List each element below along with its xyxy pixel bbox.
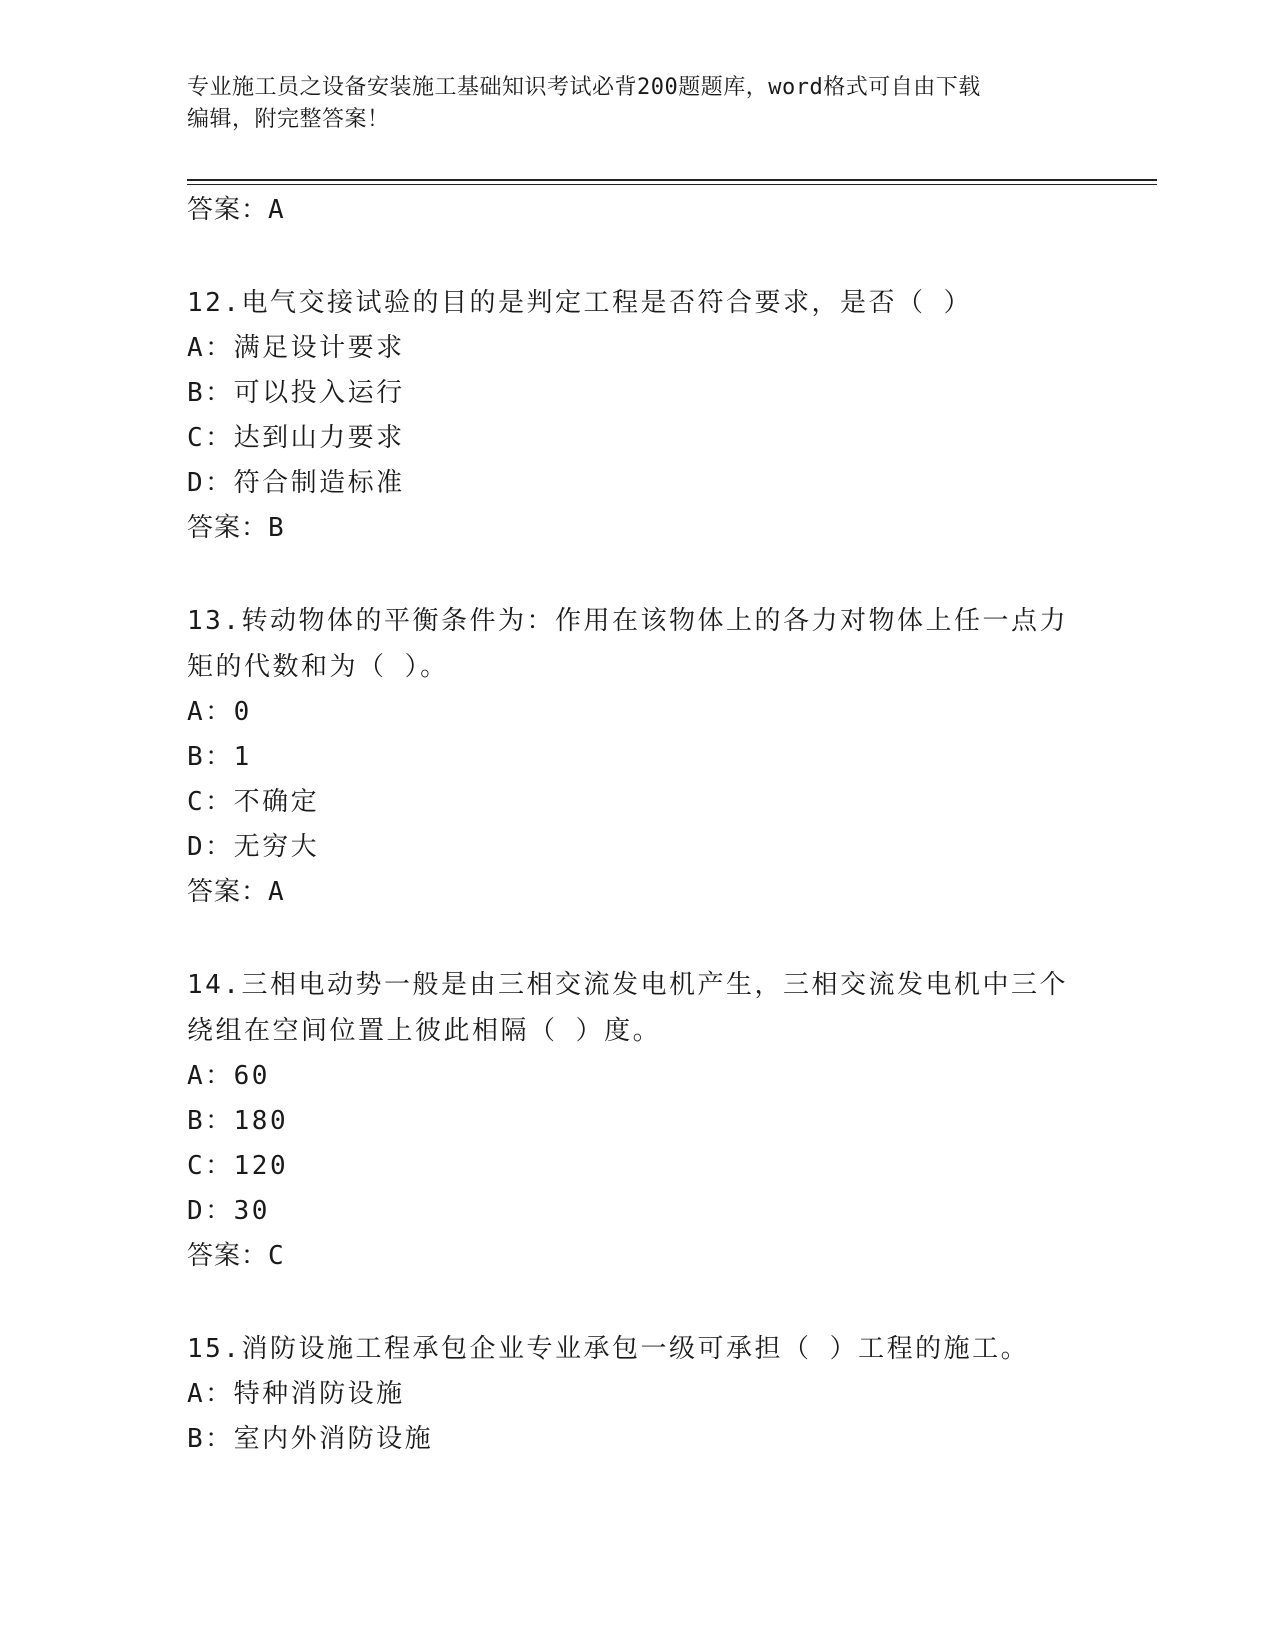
header-divider-thin — [187, 184, 1157, 185]
question-list — [187, 188, 1087, 1462]
question-stem-line-2: 矩的代数和为（ ）。 — [187, 652, 449, 682]
question-stem-line-2: 绕组在空间位置上彼此相隔（ ）度。 — [187, 1016, 662, 1046]
option-a: A：60 — [187, 1061, 270, 1091]
option-a: A：0 — [187, 697, 252, 727]
answer-line: 答案：A — [187, 195, 285, 225]
question-15 — [187, 1326, 1087, 1462]
option-a: A：特种消防设施 — [187, 1379, 405, 1409]
question-stem: 12.电气交接试验的目的是判定工程是否符合要求，是否（ ） — [187, 288, 973, 318]
option-b: B：1 — [187, 742, 252, 772]
header-title-line-1: 专业施工员之设备安装施工基础知识考试必背200题题库，word格式可自由下载 — [187, 75, 981, 100]
option-a: A：满足设计要求 — [187, 333, 405, 363]
question-stem-line-1: 14.三相电动势一般是由三相交流发电机产生，三相交流发电机中三个 — [187, 970, 1068, 1000]
question-stem-line-1: 13.转动物体的平衡条件为：作用在该物体上的各力对物体上任一点力 — [187, 606, 1068, 636]
option-c: C：达到山力要求 — [187, 423, 405, 453]
option-c: C：不确定 — [187, 787, 320, 817]
option-b: B：室内外消防设施 — [187, 1424, 434, 1454]
question-13 — [187, 598, 1087, 914]
question-12 — [187, 280, 1087, 550]
document-header — [187, 72, 1087, 136]
option-b: B：可以投入运行 — [187, 378, 405, 408]
option-d: D：30 — [187, 1196, 270, 1226]
header-divider-thick — [187, 179, 1157, 181]
option-b: B：180 — [187, 1106, 289, 1136]
option-d: D：符合制造标准 — [187, 468, 405, 498]
option-d: D：无穷大 — [187, 832, 320, 862]
question-14 — [187, 962, 1087, 1278]
option-c: C：120 — [187, 1151, 289, 1181]
answer-line: 答案：A — [187, 877, 285, 907]
answer-line: 答案：C — [187, 1241, 285, 1271]
header-title-line-2: 编辑，附完整答案！ — [187, 107, 390, 132]
answer-line: 答案：B — [187, 513, 285, 543]
question-stem: 15.消防设施工程承包企业专业承包一级可承担（ ）工程的施工。 — [187, 1334, 1030, 1364]
